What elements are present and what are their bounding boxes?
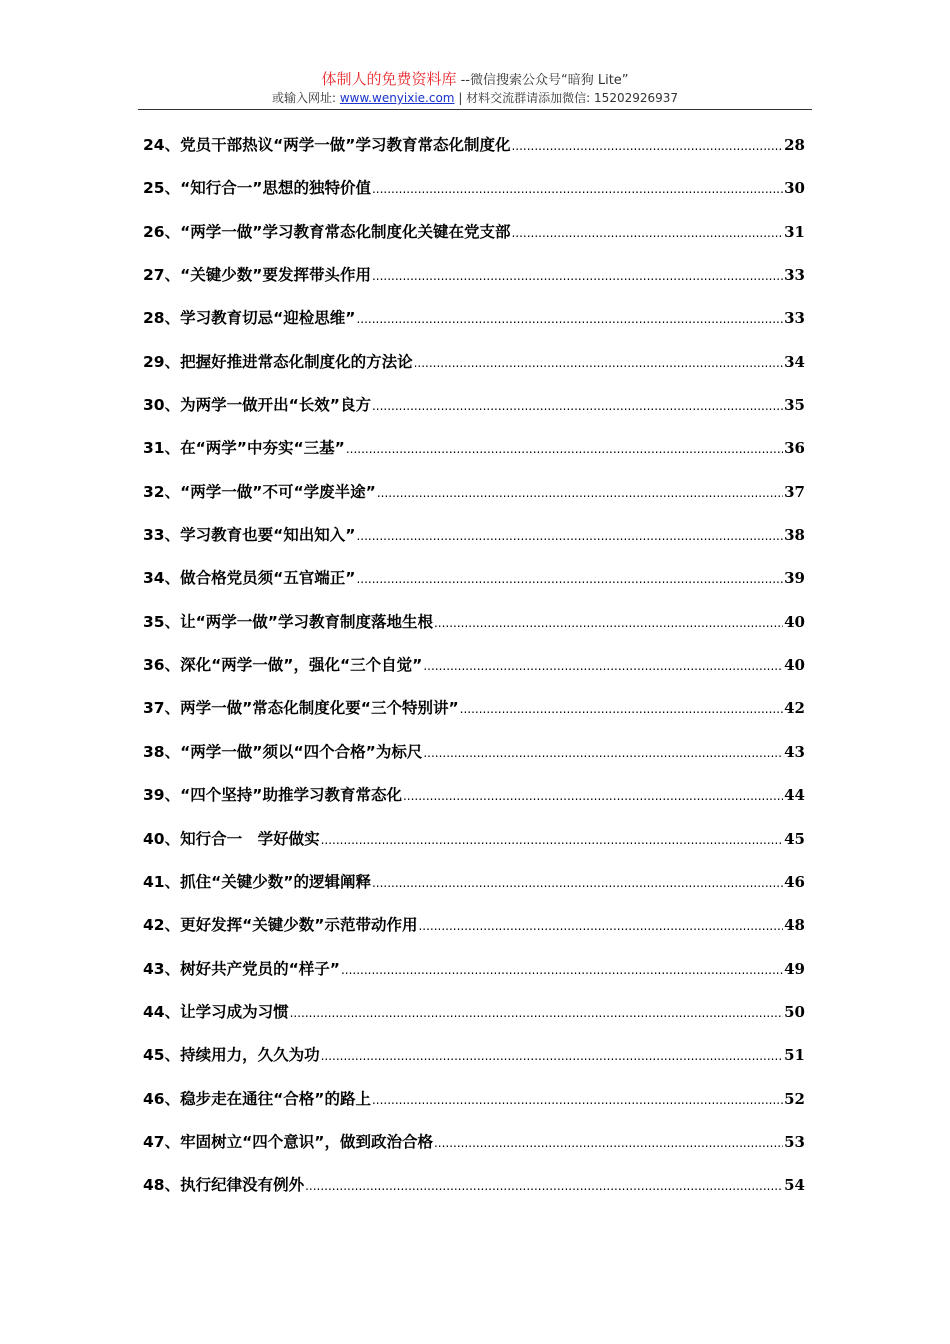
toc-entry-title: 38、“两学一做”须以“四个合格”为标尺 [143,742,423,761]
toc-entry-page: 44 [784,786,805,805]
toc-dot-leader [403,789,783,803]
toc-entry-title: 32、“两学一做”不可“学废半途” [143,482,376,501]
header-brand-line [138,70,812,90]
toc-entry-page: 42 [784,699,805,718]
toc-entry[interactable] [143,1000,805,1043]
toc-entry-page: 36 [784,439,805,458]
toc-entry-title: 45、持续用力，久久为功 [143,1046,320,1065]
toc-entry[interactable] [143,957,805,1000]
toc-entry[interactable] [143,220,805,263]
toc-entry[interactable] [143,306,805,349]
toc-dot-leader [423,659,783,673]
toc-entry[interactable] [143,913,805,956]
toc-entry[interactable] [143,1087,805,1130]
toc-dot-leader [321,833,784,847]
toc-entry-title: 29、把握好推进常态化制度化的方法论 [143,352,413,371]
toc-entry-title: 35、让“两学一做”学习教育制度落地生根 [143,612,433,631]
toc-entry-title: 25、“知行合一”思想的独特价值 [143,179,371,198]
toc-entry[interactable] [143,436,805,479]
toc-entry-page: 31 [784,222,805,241]
toc-entry[interactable] [143,1130,805,1173]
toc-entry[interactable] [143,783,805,826]
toc-entry[interactable] [143,566,805,609]
toc-entry[interactable] [143,480,805,523]
toc-entry-title: 27、“关键少数”要发挥带头作用 [143,266,371,285]
toc-entry-page: 46 [784,872,805,891]
toc-entry[interactable] [143,870,805,913]
toc-dot-leader [356,529,783,543]
toc-entry[interactable] [143,1173,805,1216]
toc-entry-title: 48、执行纪律没有例外 [143,1176,305,1195]
toc-entry-page: 49 [784,959,805,978]
toc-entry-title: 43、树好共产党员的“样子” [143,959,340,978]
toc-entry-title: 34、做合格党员须“五官端正” [143,569,356,588]
toc-entry[interactable] [143,350,805,393]
toc-entry-page: 30 [784,179,805,198]
toc-entry-title: 44、让学习成为习惯 [143,1002,289,1021]
toc-entry-title: 40、知行合一 学好做实 [143,829,320,848]
toc-entry[interactable] [143,133,805,176]
toc-entry-title: 30、为两学一做开出“长效”良方 [143,396,371,415]
toc-dot-leader [460,702,783,716]
toc-dot-leader [321,1049,784,1063]
table-of-contents [143,133,805,1217]
toc-entry-page: 40 [784,656,805,675]
toc-entry-title: 39、“四个坚持”助推学习教育常态化 [143,786,402,805]
toc-entry-title: 36、深化“两学一做”，强化“三个自觉” [143,656,423,675]
toc-entry-page: 38 [784,526,805,545]
contact-info: | 材料交流群请添加微信: 15202926937 [458,91,679,105]
toc-entry-page: 33 [784,266,805,285]
toc-entry-title: 31、在“两学”中夯实“三基” [143,439,345,458]
header-tagline: --微信搜索公众号“暗狗 Lite” [460,73,629,88]
toc-entry-page: 45 [784,829,805,848]
toc-dot-leader [341,963,783,977]
toc-entry-title: 26、“两学一做”学习教育常态化制度化关键在党支部 [143,222,511,241]
toc-entry-title: 33、学习教育也要“知出知入” [143,526,356,545]
url-prefix: 或输入网址: [271,91,337,105]
toc-entry-page: 40 [784,612,805,631]
toc-dot-leader [377,486,783,500]
toc-dot-leader [305,1179,783,1193]
toc-entry[interactable] [143,263,805,306]
toc-entry-title: 47、牢固树立“四个意识”，做到政治合格 [143,1132,433,1151]
toc-entry-title: 28、学习教育切忌“迎检思维” [143,309,356,328]
toc-dot-leader [372,269,783,283]
toc-dot-leader [423,746,783,760]
toc-dot-leader [372,1093,783,1107]
header-divider [138,109,812,110]
toc-entry-title: 41、抓住“关键少数”的逻辑阐释 [143,872,371,891]
toc-dot-leader [511,139,783,153]
toc-dot-leader [511,226,783,240]
toc-entry-page: 54 [784,1176,805,1195]
toc-entry[interactable] [143,176,805,219]
toc-entry-page: 35 [784,396,805,415]
toc-entry-title: 42、更好发挥“关键少数”示范带动作用 [143,916,418,935]
toc-entry-page: 28 [784,136,805,154]
toc-dot-leader [418,919,783,933]
toc-entry-page: 39 [784,569,805,588]
toc-entry[interactable] [143,523,805,566]
toc-entry-page: 43 [784,742,805,761]
header-contact-line [138,90,812,107]
toc-dot-leader [356,312,783,326]
toc-entry-page: 37 [784,482,805,501]
toc-entry-page: 50 [784,1002,805,1021]
toc-entry-page: 53 [784,1132,805,1151]
toc-dot-leader [356,572,783,586]
toc-entry-page: 51 [784,1046,805,1065]
toc-dot-leader [290,1006,784,1020]
toc-entry[interactable] [143,393,805,436]
toc-entry-title: 46、稳步走在通往“合格”的路上 [143,1089,371,1108]
toc-dot-leader [434,1136,783,1150]
toc-entry[interactable] [143,1043,805,1086]
toc-entry-title: 37、两学一做”常态化制度化要“三个特别讲” [143,699,459,718]
toc-dot-leader [346,442,783,456]
page-header [138,70,812,107]
toc-entry[interactable] [143,696,805,739]
toc-entry-page: 52 [784,1089,805,1108]
toc-entry-title: 24、党员干部热议“两学一做”学习教育常态化制度化 [143,136,511,154]
website-link[interactable]: www.wenyixie.com [339,91,455,105]
toc-dot-leader [434,616,783,630]
toc-entry[interactable] [143,827,805,870]
toc-entry-page: 33 [784,309,805,328]
toc-dot-leader [372,399,783,413]
toc-entry[interactable] [143,653,805,696]
toc-dot-leader [372,876,783,890]
toc-entry[interactable] [143,610,805,653]
toc-entry-page: 34 [784,352,805,371]
toc-dot-leader [414,356,784,370]
brand-title: 体制人的免费资料库 [321,70,457,88]
toc-entry[interactable] [143,740,805,783]
toc-dot-leader [372,182,783,196]
toc-entry-page: 48 [784,916,805,935]
